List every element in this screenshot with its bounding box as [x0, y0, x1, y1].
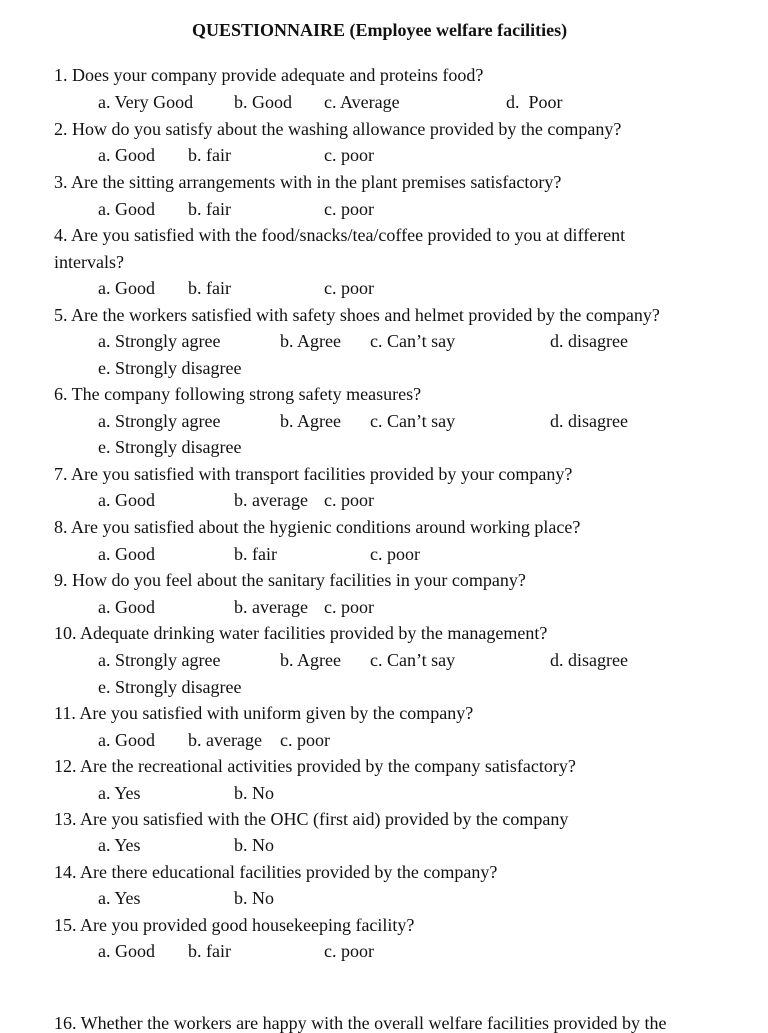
q5-option-c: c. Can’t say [370, 331, 456, 351]
q13-option-a: a. Yes [98, 835, 141, 855]
q7-option-c: c. poor [324, 490, 374, 510]
q5-option-b: b. Agree [280, 331, 341, 351]
q5-option-a: a. Strongly agree [98, 331, 221, 351]
q6-option-c: c. Can’t say [370, 411, 456, 431]
q15-option-a: a. Good [98, 941, 155, 961]
q11-option-c: c. poor [280, 730, 330, 750]
question-2: 2. How do you satisfy about the washing allowance provided by the company? [54, 119, 622, 139]
q6-option-b: b. Agree [280, 411, 341, 431]
q9-option-b: b. average [234, 597, 308, 617]
q13-option-b: b. No [234, 835, 274, 855]
q1-option-c: c. Average [324, 92, 400, 112]
q10-option-e: e. Strongly disagree [98, 677, 242, 697]
question-4: 4. Are you satisfied with the food/snacks/tea/coffee provided to you at different [54, 225, 626, 245]
q5-option-d: d. disagree [550, 331, 628, 351]
document-title: QUESTIONNAIRE (Employee welfare facilities) [192, 20, 568, 40]
q3-option-c: c. poor [324, 199, 374, 219]
q9-option-a: a. Good [98, 597, 155, 617]
q10-option-b: b. Agree [280, 650, 341, 670]
q2-option-a: a. Good [98, 145, 155, 165]
q12-option-b: b. No [234, 783, 274, 803]
q3-option-b: b. fair [188, 199, 231, 219]
q4-option-c: c. poor [324, 278, 374, 298]
question-5: 5. Are the workers satisfied with safety shoes and helmet provided by the company? [54, 305, 660, 325]
q8-option-c: c. poor [370, 544, 420, 564]
question-10: 10. Adequate drinking water facilities provided by the management? [54, 623, 548, 643]
q1-option-a: a. Very Good [98, 92, 194, 112]
q1-option-d: d. Poor [506, 92, 563, 112]
q6-option-d: d. disagree [550, 411, 628, 431]
q10-option-a: a. Strongly agree [98, 650, 221, 670]
q2-option-c: c. poor [324, 145, 374, 165]
q11-option-b: b. average [188, 730, 262, 750]
q2-option-b: b. fair [188, 145, 231, 165]
question-14: 14. Are there educational facilities provided by the company? [54, 862, 498, 882]
q8-option-a: a. Good [98, 544, 155, 564]
question-6: 6. The company following strong safety measures? [54, 384, 422, 404]
question-4-continued: intervals? [54, 252, 124, 272]
question-15: 15. Are you provided good housekeeping facility? [54, 915, 415, 935]
q4-option-a: a. Good [98, 278, 155, 298]
q9-option-c: c. poor [324, 597, 374, 617]
q7-option-a: a. Good [98, 490, 155, 510]
q14-option-a: a. Yes [98, 888, 141, 908]
q6-option-e: e. Strongly disagree [98, 437, 242, 457]
q3-option-a: a. Good [98, 199, 155, 219]
q15-option-b: b. fair [188, 941, 231, 961]
q15-option-c: c. poor [324, 941, 374, 961]
q6-option-a: a. Strongly agree [98, 411, 221, 431]
q11-option-a: a. Good [98, 730, 155, 750]
question-16: 16. Whether the workers are happy with the overall welfare facilities provided by the [54, 1013, 667, 1033]
question-11: 11. Are you satisfied with uniform given by the company? [54, 703, 474, 723]
q5-option-e: e. Strongly disagree [98, 358, 242, 378]
question-12: 12. Are the recreational activities provided by the company satisfactory? [54, 756, 576, 776]
question-8: 8. Are you satisfied about the hygienic conditions around working place? [54, 517, 581, 537]
q4-option-b: b. fair [188, 278, 231, 298]
q8-option-b: b. fair [234, 544, 277, 564]
question-3: 3. Are the sitting arrangements with in the plant premises satisfactory? [54, 172, 562, 192]
question-13: 13. Are you satisfied with the OHC (first aid) provided by the company [54, 809, 569, 829]
q12-option-a: a. Yes [98, 783, 141, 803]
q10-option-d: d. disagree [550, 650, 628, 670]
question-7: 7. Are you satisfied with transport facilities provided by your company? [54, 464, 573, 484]
q10-option-c: c. Can’t say [370, 650, 456, 670]
q7-option-b: b. average [234, 490, 308, 510]
question-9: 9. How do you feel about the sanitary facilities in your company? [54, 570, 526, 590]
question-1: 1. Does your company provide adequate and proteins food? [54, 65, 484, 85]
q14-option-b: b. No [234, 888, 274, 908]
q1-option-b: b. Good [234, 92, 292, 112]
